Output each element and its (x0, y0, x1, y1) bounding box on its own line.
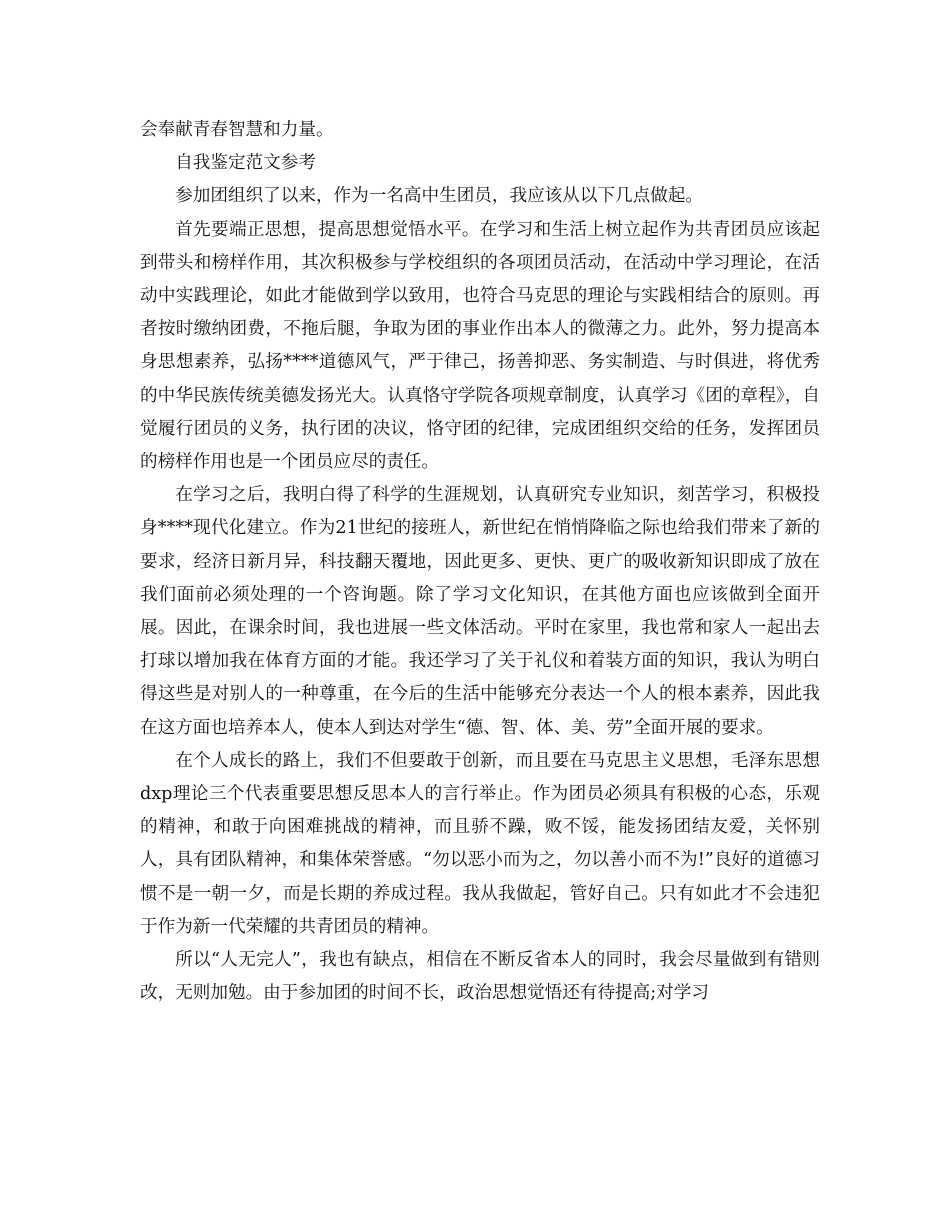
paragraph: 参加团组织了以来，作为一名高中生团员，我应该从以下几点做起。 (175, 186, 704, 207)
paragraph-continuation: 会奉献青春智慧和力量。 (140, 120, 334, 140)
paragraph: 在个人成长的路上，我们不但要敢于创新，而且要在马克思主义思想，毛泽东思想dxp理论三个代表重要思想反思本人的言行举止。作为团员必须具有积极的心态，乐观的精神，和敢于向困难挑战的精神，而且骄不躁，败不馁，能发扬团结友爱，关怀别人，具有团队精神，和集体荣誉感。“勿以恶小而为之，勿以善小而不为!”良好的道德习惯不是一朝一夕，而是长期的养成过程。我从我做起，管好自己。只有如此才不会违犯于作为新一代荣耀的共青团员的精神。 (140, 750, 820, 937)
paragraph: 所以“人无完人”，我也有缺点，相信在不断反省本人的同时，我会尽量做到有错则改，无则加勉。由于参加团的时间不长，政治思想觉悟还有待提高;对学习 (140, 950, 820, 1004)
section-heading: 自我鉴定范文参考 (175, 153, 316, 174)
document-page (140, 114, 820, 1010)
paragraph: 首先要端正思想，提高思想觉悟水平。在学习和生活上树立起作为共青团员应该起到带头和榜样作用，其次积极参与学校组织的各项团员活动，在活动中学习理论，在活动中实践理论，如此才能做到学以致用，也符合马克思的理论与实践相结合的原则。再者按时缴纳团费，不拖后腿，争取为团的事业作出本人的微薄之力。此外，努力提高本身思想素养，弘扬****道德风气，严于律己，扬善抑恶、务实制造、与时俱进，将优秀的中华民族传统美德发扬光大。认真恪守学院各项规章制度，认真学习《团的章程》，自觉履行团员的义务，执行团的决议，恪守团的纪律，完成团组织交给的任务，发挥团员的榜样作用也是一个团员应尽的责任。 (140, 219, 820, 473)
paragraph: 在学习之后，我明白得了科学的生涯规划，认真研究专业知识，刻苦学习，积极投身****现代化建立。作为21世纪的接班人，新世纪在悄悄降临之际也给我们带来了新的要求，经济日新月异，科技翻天覆地，因此更多、更快、更广的吸收新知识即成了放在我们面前必须处理的一个咨询题。除了学习文化知识，在其他方面也应该做到全面开展。因此，在课余时间，我也进展一些文体活动。平时在家里，我也常和家人一起出去打球以增加我在体育方面的才能。我还学习了关于礼仪和着装方面的知识，我认为明白得这些是对别人的一种尊重，在今后的生活中能够充分表达一个人的根本素养，因此我在这方面也培养本人，使本人到达对学生“德、智、体、美、劳”全面开展的要求。 (140, 485, 820, 738)
